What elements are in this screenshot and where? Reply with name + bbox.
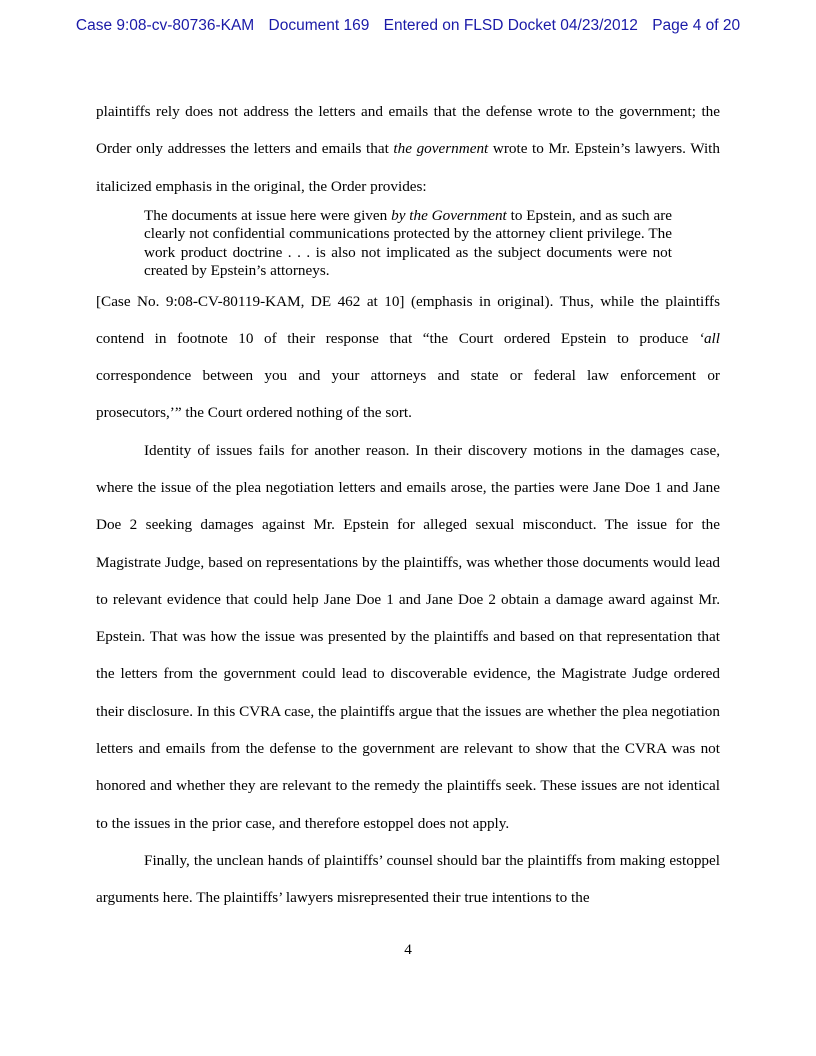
- header-document-number: Document 169: [268, 17, 370, 34]
- docket-header: [0, 17, 816, 35]
- header-page-count: Page 4 of 20: [652, 17, 741, 34]
- block-quote: [144, 207, 672, 281]
- page-number: 4: [404, 941, 412, 958]
- paragraph-text: plaintiffs rely does not address the letters and emails that the defense wrote to the government; the Order only addresses the letters and emails that: [96, 103, 720, 158]
- emphasis-text: ‘all: [698, 329, 720, 347]
- paragraph-text: correspondence between you and your attorneys and state or federal law enforcement or prosecutors,’” the Court ordered nothing of the sort.: [96, 367, 720, 422]
- paragraph-unclean-hands: Finally, the unclean hands of plaintiffs’ counsel should bar the plaintiffs from making estoppel arguments here. The plaintiffs’ lawyers misrepresented their true intentions to the: [96, 851, 720, 907]
- quote-text: The documents at issue here were given: [144, 206, 392, 224]
- emphasis-text: the government: [393, 140, 489, 158]
- paragraph-order-scope: [96, 93, 720, 205]
- paragraph-identity-of-issues: Identity of issues fails for another reason. In their discovery motions in the damages case, where the issue of the plea negotiation letters and emails arose, the parties were Jane Doe 1 and Jane Doe 2 seeking damages against Mr. Epstein for alleged sexual misconduct. The issue for the Magistrate Judge, based on representations by the plaintiffs, was whether those documents would lead to relevant evidence that could help Jane Doe 1 and Jane Doe 2 obtain a damage award against Mr. Epstein. That was how the issue was presented by the plaintiffs and based on that representation that the letters from the government could lead to discoverable evidence, the Magistrate Judge ordered their disclosure. In this CVRA case, the plaintiffs argue that the issues are whether the plea negotiation letters and emails from the defense to the government are relevant to show that the CVRA was not honored and whether they are relevant to the remedy the plaintiffs seek. These issues are not identical to the issues in the prior case, and therefore estoppel does not apply.: [96, 441, 720, 832]
- paragraph-citation: [96, 283, 720, 432]
- page-body: [96, 93, 720, 917]
- quote-text: to Epstein, and as such are clearly not confidential communications protected by the attorney client privilege. The work product doctrine . . . is also not implicated as the subject documents were not created by Epstein’s attorneys.: [144, 206, 672, 280]
- header-entered-date: Entered on FLSD Docket 04/23/2012: [383, 17, 638, 34]
- header-case-number: Case 9:08-cv-80736-KAM: [75, 17, 255, 34]
- quote-emphasis: by the Government: [391, 206, 507, 224]
- paragraph-text: wrote to Mr. Epstein’s lawyers. With italicized emphasis in the original, the Order provides:: [96, 140, 720, 195]
- paragraph-text: [Case No. 9:08-CV-80119-KAM, DE 462 at 10] (emphasis in original). Thus, while the plaintiffs contend in footnote 10 of their response that “the Court ordered Epstein to produce: [96, 292, 720, 347]
